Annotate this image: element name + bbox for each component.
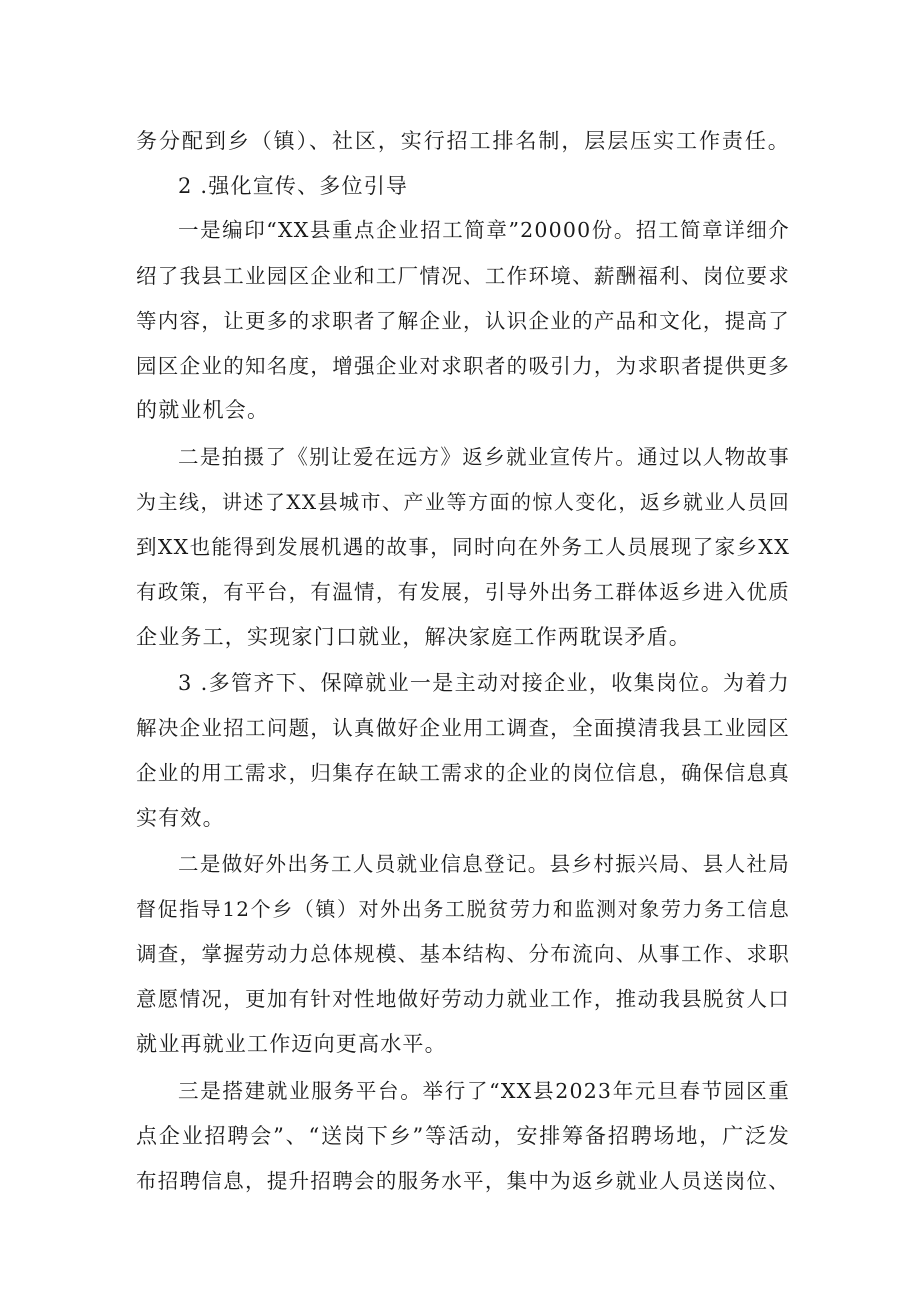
text-line: 务分配到乡（镇）、社区，实行招工排名制，层层压实工作责任。: [136, 129, 790, 153]
text-line: 点企业招聘会”、“送岗下乡”等活动，安排筹备招聘场地，广泛发: [136, 1124, 790, 1148]
text-line: 到XX也能得到发展机遇的故事，同时向在外务工人员展现了家乡XX: [136, 535, 790, 559]
text-line: 调查，掌握劳动力总体规模、基本结构、分布流向、从事工作、求职: [136, 942, 790, 966]
text-line: 有政策，有平台，有温情，有发展，引导外出务工群体返乡进入优质: [136, 580, 790, 604]
section-heading: 2 .强化宣传、多位引导: [178, 174, 409, 198]
section-heading: 3 .多管齐下、保障就业一是主动对接企业，收集岗位。为着力: [178, 671, 790, 695]
text-line: 三是搭建就业服务平台。举行了“XX县2023年元旦春节园区重: [178, 1079, 790, 1103]
text-line: 布招聘信息，提升招聘会的服务水平，集中为返乡就业人员送岗位、: [136, 1169, 790, 1193]
text-line: 园区企业的知名度，增强企业对求职者的吸引力，为求职者提供更多: [136, 354, 790, 378]
text-line: 意愿情况，更加有针对性地做好劳动力就业工作，推动我县脱贫人口: [136, 987, 790, 1011]
text-line: 二是做好外出务工人员就业信息登记。县乡村振兴局、县人社局: [178, 852, 790, 876]
text-line: 二是拍摄了《别让爱在远方》返乡就业宣传片。通过以人物故事: [178, 445, 790, 469]
text-line: 绍了我县工业园区企业和工厂情况、工作环境、薪酬福利、岗位要求: [136, 264, 790, 288]
text-line: 企业的用工需求，归集存在缺工需求的企业的岗位信息，确保信息真: [136, 761, 790, 785]
text-line: 就业再就业工作迈向更高水平。: [136, 1032, 447, 1056]
text-line: 实有效。: [136, 806, 225, 830]
text-line: 企业务工，实现家门口就业，解决家庭工作两耽误矛盾。: [136, 625, 691, 649]
text-line: 为主线，讲述了XX县城市、产业等方面的惊人变化，返乡就业人员回: [136, 490, 790, 514]
text-line: 督促指导12个乡（镇）对外出务工脱贫劳力和监测对象劳力务工信息: [136, 897, 790, 921]
text-line: 等内容，让更多的求职者了解企业，认识企业的产品和文化，提高了: [136, 309, 790, 333]
text-line: 解决企业招工问题，认真做好企业用工调查，全面摸清我县工业园区: [136, 716, 790, 740]
text-line: 一是编印“XX县重点企业招工简章”20000份。招工简章详细介: [178, 218, 790, 242]
text-line: 的就业机会。: [136, 398, 270, 422]
